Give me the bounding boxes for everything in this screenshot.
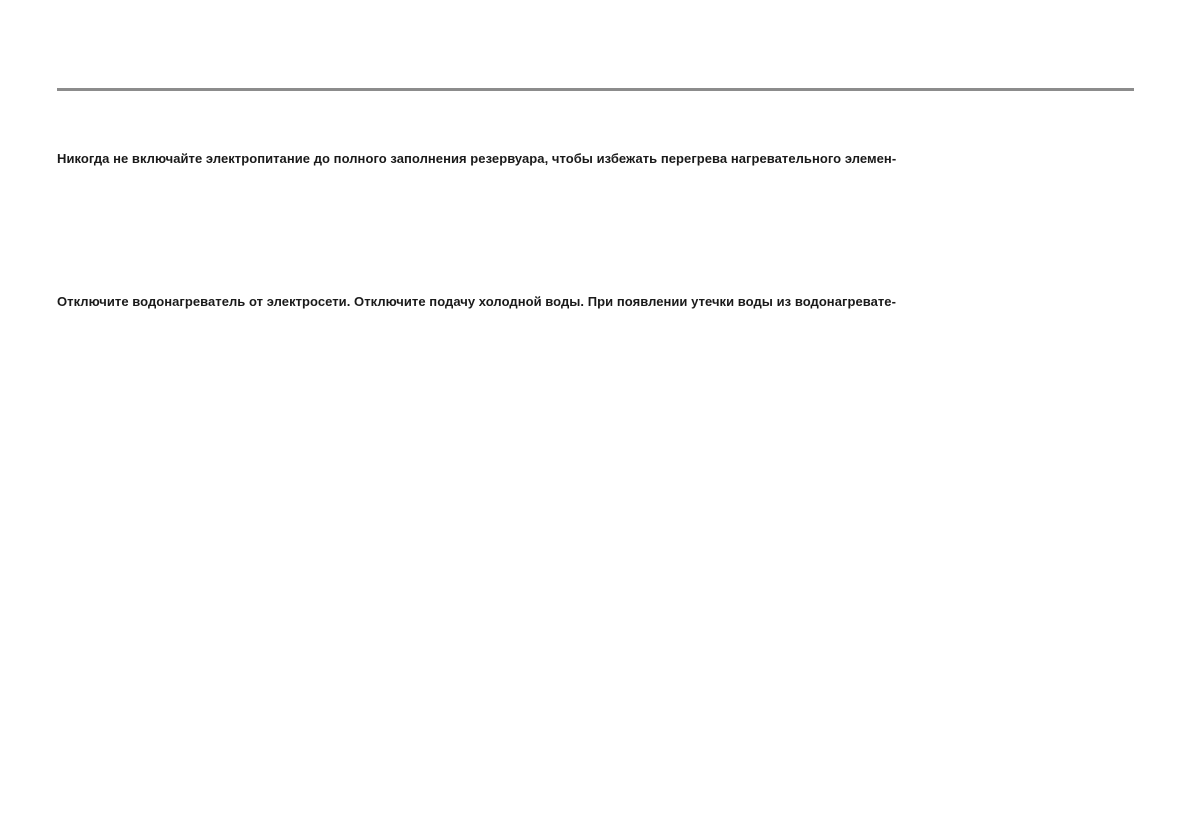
paragraph-warning-power: Никогда не включайте электропитание до полного заполнения резервуара, чтобы избежать перегрева нагревательного элемен- (57, 151, 897, 166)
header-divider (57, 88, 1134, 91)
paragraph-disconnect-instructions: Отключите водонагреватель от электросети. Отключите подачу холодной воды. При появлении утечки воды из водонагревате- (57, 294, 896, 309)
